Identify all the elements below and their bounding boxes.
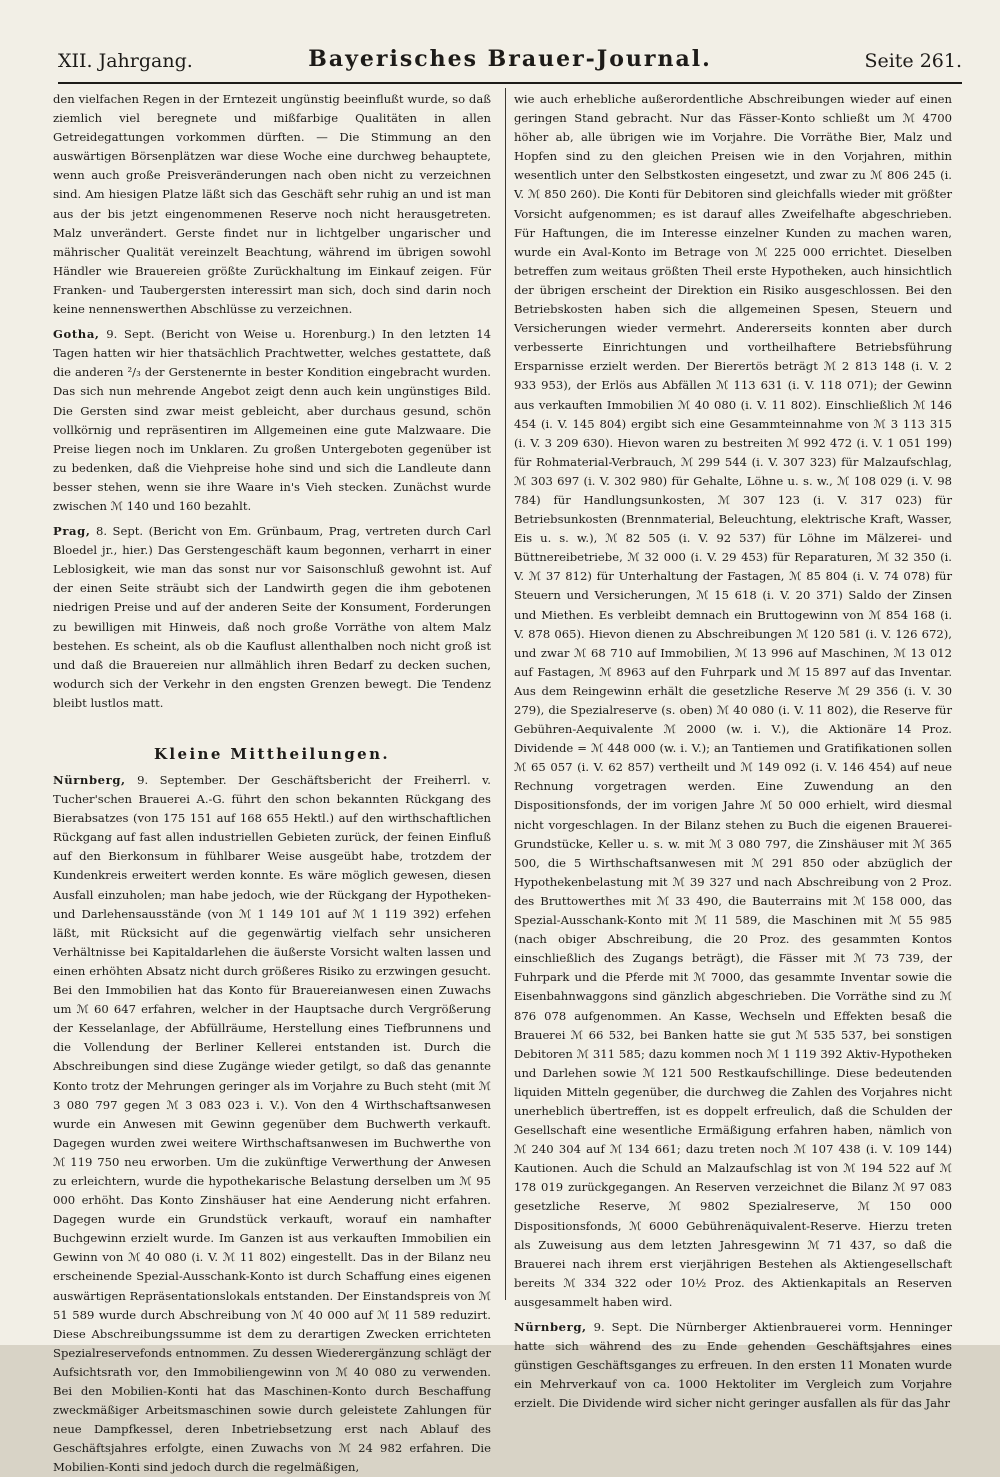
nuernberg-henninger-report <box>514 1318 952 1413</box>
prag-place: Prag, <box>53 524 91 539</box>
page-header <box>58 44 962 84</box>
page-number: Seite 261. <box>864 50 962 72</box>
nuernberg-place: Nürnberg, <box>53 773 126 787</box>
gotha-text: 9. Sept. (Bericht von Weise u. Horenburg.) In den letzten 14 Tagen hatten wir hier thatsächlich Prachtwetter, welches gestattete, daß die anderen ²/₃ der Gerstenernte in bester Kondition eingebracht wurden. Das sich nun mehrende Angebot zeigt denn auch kein ungünstiges Bild. Die Gersten sind zwar meist gebleicht, aber durchaus gesund, schön vollkörnig und repräsentiren im Allgemeinen eine gute Malzwaare. Die Preise liegen noch im Unklaren. Zu großen Untergeboten gegenüber ist zu bedenken, daß die Viehpreise hohe sind und sich die Landleute dann besser stehen, wenn sie ihre Waare in's Vieh stecken. Zunächst wurde zwischen ℳ 140 und 160 bezahlt. <box>53 327 491 513</box>
gotha-report <box>53 325 491 516</box>
volume-label: XII. Jahrgang. <box>58 50 193 72</box>
nuernberg-henninger-text: 9. Sept. Die Nürnberger Aktienbrauerei vorm. Henninger hatte sich während des zu Ende gehenden Geschäftsjahres eines günstigen Geschäftsganges zu erfreuen. In den ersten 11 Monaten wurde ein Mehrverkauf von ca. 1000 Hektoliter im Vergleich zum Vorjahre erzielt. Die Dividende wird sicher nicht geringer ausfallen als für das Jahr <box>514 1320 952 1411</box>
prag-text: 8. Sept. (Bericht von Em. Grünbaum, Prag, vertreten durch Carl Bloedel jr., hier.) Das Gerstengeschäft kaum begonnen, verharrt in einer Leblosigkeit, wie man das sonst nur vor Saisonschluß gewohnt ist. Auf der einen Seite sträubt sich der Landwirth gegen die ihm gebotenen niedrigen Preise und auf der anderen Seite der Konsument, Forderungen zu bewilligen mit Hinweis, daß noch große Vorräthe von altem Malz bestehen. Es scheint, als ob die Kauflust allenthalben noch nicht groß ist und daß die Brauereien nur allmählich ihren Bedarf zu decken suchen, wodurch sich der Verkehr in den engsten Grenzen bewegt. Die Tendenz bleibt lustlos matt. <box>53 524 491 710</box>
prag-report <box>53 522 491 713</box>
section-title: Kleine Mittheilungen. <box>153 745 391 763</box>
right-column <box>514 90 952 1411</box>
nuernberg-tucher-report <box>53 771 491 1477</box>
nuernberg-tucher-text: 9. September. Der Geschäftsbericht der Freiherrl. v. Tucher'schen Brauerei A.-G. führt den schon bekannten Rückgang des Bierabsatzes (von 175 151 auf 168 655 Hektl.) auf den wirthschaftlichen Rückgang auf fast allen industriellen Gebieten zurück, der feinen Einfluß auf den Bierkonsum in fühlbarer Weise ausgeübt habe, trotzdem der Kundenkreis erweitert werden konnte. Es wäre möglich gewesen, diesen Ausfall einzuholen; man habe jedoch, wie der Rückgang der Hypotheken- und Darlehensausstände (von ℳ 1 149 101 auf ℳ 1 119 392) erfehen läßt, mit Rücksicht auf die gegenwärtig vielfach sehr unsicheren Verhältnisse bei Kapitaldarlehen die äußerste Vorsicht walten lassen und einen erhöhten Absatz nicht durch größeres Risiko zu erzwingen gesucht. Bei den Immobilien hat das Konto für Brauereianwesen einen Zuwachs um ℳ 60 647 erfahren, welcher in der Hauptsache durch Vergrößerung der Kesselanlage, der Abfüllräume, Herstellung eines Tiefbrunnens und die Vollendung der Berliner Kellerei entstanden ist. Durch die Abschreibungen sind diese Zugänge wieder getilgt, so daß das genannte Konto trotz der Mehrungen geringer als im Vorjahre zu Buch steht (mit ℳ 3 080 797 gegen ℳ 3 083 023 i. V.). Von den 4 Wirthschaftsanwesen wurde ein Anwesen mit Gewinn gegenüber dem Buchwerth verkauft. Dagegen wurden zwei weitere Wirthschaftsanwesen im Buchwerthe von ℳ 119 750 neu erworben. Um die zukünftige Verwerthung der Anwesen zu erleichtern, wurde die hypothekarische Belastung derselben um ℳ 95 000 erhöht. Das Konto Zinshäuser hat eine Aenderung nicht erfahren. Dagegen wurde ein Grundstück verkauft, worauf ein namhafter Buchgewinn erzielt wurde. Im Ganzen ist aus verkauften Immobilien ein Gewinn von ℳ 40 080 (i. V. ℳ 11 802) eingestellt. Das in der Bilanz neu erscheinende Spezial-Ausschank-Konto ist durch Schaffung eines eigenen auswärtigen Repräsentationslokals entstanden. Der Einstandspreis von ℳ 51 589 wurde durch Abschreibung von ℳ 40 000 auf ℳ 11 589 reduzirt. Diese Abschreibungssumme ist dem zu derartigen Zwecken errichteten Spezialreservefonds entnommen. Zu dessen Wiederergänzung schlägt der Aufsichtsrath vor, den Immobiliengewinn von ℳ 40 080 zu verwenden. Bei den Mobilien-Konti hat das Maschinen-Konto durch Beschaffung zweckmäßiger Arbeitsmaschinen sowie durch geleistete Zahlungen für neue Dampfkessel, deren Inbetriebsetzung erst nach Ablauf des Geschäftsjahres erfolgte, einen Zuwachs von ℳ 24 982 erfahren. Die Mobilien-Konti sind jedoch durch die regelmäßigen, <box>53 773 491 1475</box>
market-report-continuation: den vielfachen Regen in der Erntezeit ungünstig beeinflußt wurde, so daß ziemlich viel beregnete und mißfarbige Qualitäten in allen Getreidegattungen vorkommen dürften. — Die Stimmung an den auswärtigen Börsenplätzen war diese Woche eine durchweg behauptete, wenn auch große Preisveränderungen nach oben nicht zu verzeichnen sind. Am hiesigen Platze läßt sich das Geschäft sehr ruhig an und ist man aus der bis jetzt eingenommenen Reserve noch nicht herausgetreten. Malz unverändert. Gerste findet nur in lichtgelber ungarischer und mährischer Qualität vereinzelt Beachtung, während im übrigen sowohl Händler wie Brauereien größte Zurückhaltung im Einkauf zeigen. Für Franken- und Taubergersten interessirt man sich, doch sind darin noch keine nennenswerthen Abschlüsse zu verzeichnen. <box>53 92 491 317</box>
tucher-report-continuation: wie auch erhebliche außerordentliche Abschreibungen wieder auf einen geringen Stand gebracht. Nur das Fässer-Konto schließt um ℳ 4700 höher ab, alle übrigen wie im Vorjahre. Die Vorräthe Bier, Malz und Hopfen sind zu den gleichen Preisen wie in den Vorjahren, mithin wesentlich unter den Selbstkosten eingesetzt, und zwar zu ℳ 806 245 (i. V. ℳ 850 260). Die Konti für Debitoren sind gleichfalls wieder mit größter Vorsicht aufgenommen; es ist darauf alles Zweifelhafte abgeschrieben. Für Haftungen, die im Interesse einzelner Kunden zu machen waren, wurde ein Aval-Konto im Betrage von ℳ 225 000 errichtet. Dieselben betreffen zum weitaus größten Theil erste Hypotheken, auch hinsichtlich der übrigen erscheint der Direktion ein Risiko ausgeschlossen. Bei den Betriebskosten haben sich die allgemeinen Spesen, Steuern und Versicherungen wieder vermehrt. Andererseits konnten aber durch verbesserte Einrichtungen und vortheilhaftere Betriebsführung Ersparnisse erzielt werden. Der Bierertös beträgt ℳ 2 813 148 (i. V. 2 933 953), der Erlös aus Abfällen ℳ 113 631 (i. V. 118 071); der Gewinn aus verkauften Immobilien ℳ 40 080 (i. V. 11 802). Einschließlich ℳ 146 454 (i. V. 145 804) ergibt sich eine Gesammteinnahme von ℳ 3 113 315 (i. V. 3 209 630). Hievon waren zu bestreiten ℳ 992 472 (i. V. 1 051 199) für Rohmaterial-Verbrauch, ℳ 299 544 (i. V. 307 323) für Malzaufschlag, ℳ 303 697 (i. V. 302 980) für Gehalte, Löhne u. s. w., ℳ 108 029 (i. V. 98 784) für Handlungsunkosten, ℳ 307 123 (i. V. 317 023) für Betriebsunkosten (Brennmaterial, Beleuchtung, elektrische Kraft, Wasser, Eis u. s. w.), ℳ 82 505 (i. V. 92 537) für Löhne im Mälzerei- und Büttnereibetriebe, ℳ 32 000 (i. V. 29 453) für Reparaturen, ℳ 32 350 (i. V. ℳ 37 812) für Unterhaltung der Fastagen, ℳ 85 804 (i. V. 74 078) für Steuern und Versicherungen, ℳ 15 618 (i. V. 20 371) Saldo der Zinsen und Miethen. Es verbleibt demnach ein Bruttogewinn von ℳ 854 168 (i. V. 878 065). Hievon dienen zu Abschreibungen ℳ 120 581 (i. V. 126 672), und zwar ℳ 68 710 auf Immobilien, ℳ 13 996 auf Maschinen, ℳ 13 012 auf Fastagen, ℳ 8963 auf den Fuhrpark und ℳ 15 897 auf das Inventar. Aus dem Reingewinn erhält die gesetzliche Reserve ℳ 29 356 (i. V. 30 279), die Spezialreserve (s. oben) ℳ 40 080 (i. V. 11 802), die Reserve für Gebühren-Aequivalente ℳ 2000 (w. i. V.), die Aktionäre 14 Proz. Dividende = ℳ 448 000 (w. i. V.); an Tantiemen und Gratifikationen sollen ℳ 65 057 (i. V. 62 857) vertheilt und ℳ 149 092 (i. V. 146 454) auf neue Rechnung vorgetragen werden. Eine Zuwendung an den Dispositionsfonds, der im vorigen Jahre ℳ 50 000 erhielt, wird diesmal nicht vorgeschlagen. In der Bilanz stehen zu Buch die eigenen Brauerei-Grundstücke, Keller u. s. w. mit ℳ 3 080 797, die Zinshäuser mit ℳ 365 500, die 5 Wirthschaftsanwesen mit ℳ 291 850 oder abzüglich der Hypothekenbelastung mit ℳ 39 327 und nach Abschreibung von 2 Proz. des Bruttowerthes mit ℳ 33 490, die Bauterrains mit ℳ 158 000, das Spezial-Ausschank-Konto mit ℳ 11 589, die Maschinen mit ℳ 55 985 (nach obiger Abschreibung, die 20 Proz. des gesammten Kontos einschließlich des Zugangs beträgt), die Fässer mit ℳ 73 739, der Fuhrpark und die Pferde mit ℳ 7000, das gesammte Inventar sowie die Eisenbahnwaggons sind gänzlich abgeschrieben. Die Vorräthe sind zu ℳ 876 078 aufgenommen. An Kasse, Wechseln und Effekten besaß die Brauerei ℳ 66 532, bei Banken hatte sie gut ℳ 535 537, bei sonstigen Debitoren ℳ 311 585; dazu kommen noch ℳ 1 119 392 Aktiv-Hypotheken und Darlehen sowie ℳ 121 500 Restkaufschillinge. Diese bedeutenden liquiden Mitteln gegenüber, die durchweg die Zahlen des Vorjahres nicht unerheblich übertreffen, ist es doppelt erfreulich, daß die Schulden der Gesellschaft eine wesentliche Ermäßigung erfahren haben, nämlich von ℳ 240 304 auf ℳ 134 661; dazu treten noch ℳ 107 438 (i. V. 109 144) Kautionen. Auch die Schuld an Malzaufschlag ist von ℳ 194 522 auf ℳ 178 019 zurückgegangen. An Reserven verzeichnet die Bilanz ℳ 97 083 gesetzliche Reserve, ℳ 9802 Spezialreserve, ℳ 150 000 Dispositionsfonds, ℳ 6000 Gebührenäquivalent-Reserve. Hierzu treten als Zuweisung aus dem letzten Jahresgewinn ℳ 71 437, so daß die Brauerei nach ihrem erst vierjährigen Bestehen als Aktiengesellschaft bereits ℳ 334 322 oder 10½ Proz. des Aktienkapitals an Reserven ausgesammelt haben wird. <box>514 92 952 1309</box>
column-divider <box>505 88 506 1300</box>
journal-title: Bayerisches Brauer-Journal. <box>308 46 712 72</box>
nuernberg-place-2: Nürnberg, <box>514 1320 587 1334</box>
header-rule <box>58 82 962 84</box>
left-column <box>53 90 491 1475</box>
gotha-place: Gotha, <box>53 327 100 342</box>
